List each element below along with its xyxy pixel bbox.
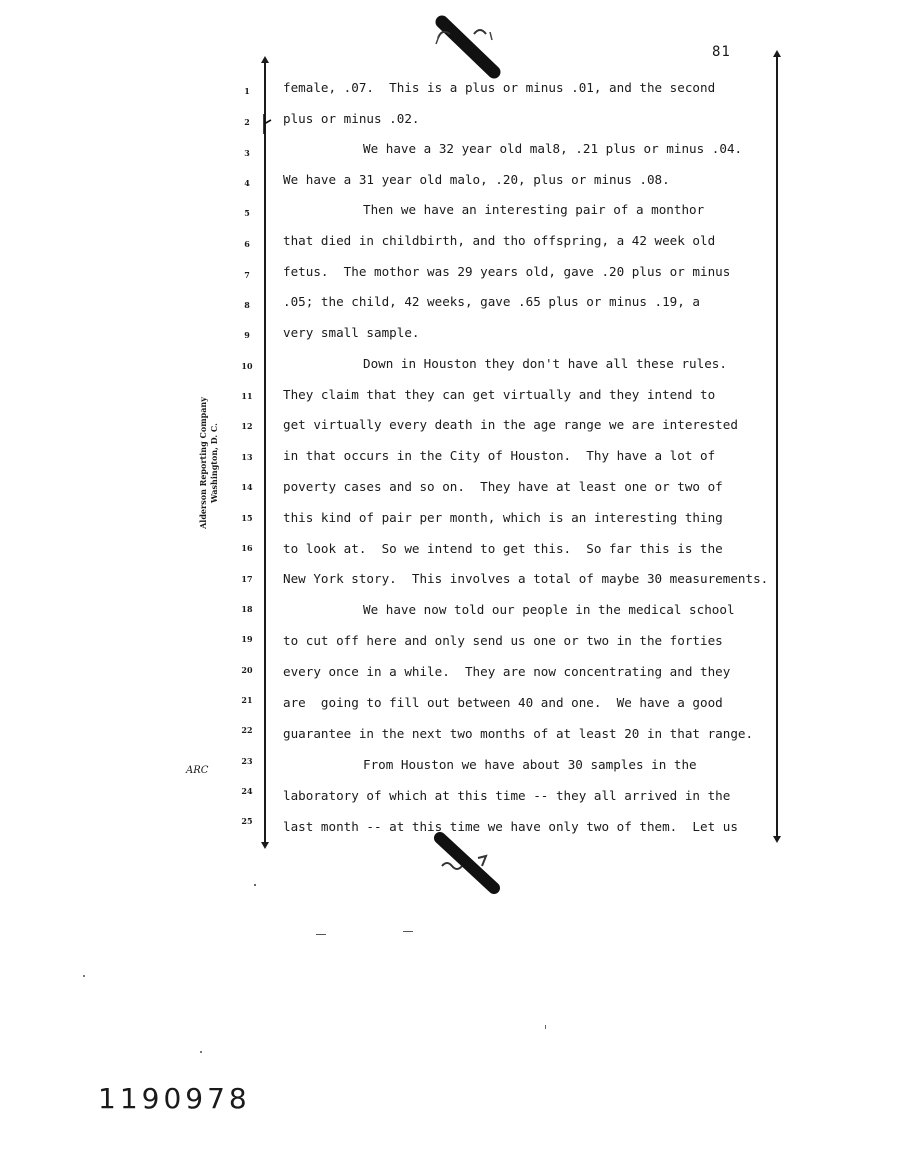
transcript-line: in that occurs in the City of Houston. Thy have a lot of (283, 448, 716, 463)
transcript-line: laboratory of which at this time -- they all arrived in the (283, 788, 731, 803)
transcript-line: fetus. The mothor was 29 years old, gave .20 plus or minus (283, 264, 731, 279)
line-number: 15 (241, 513, 253, 523)
scan-speck (316, 934, 326, 935)
transcript-line: very small sample. (283, 325, 420, 340)
scan-speck (254, 884, 256, 886)
scan-speck (200, 1051, 202, 1053)
arrow-up-icon (261, 56, 269, 63)
stamp-company-name: Alderson Reporting Company (198, 397, 208, 529)
margin-tick-mark (262, 112, 274, 136)
line-number: 13 (241, 452, 253, 462)
line-number: 20 (241, 665, 253, 675)
page-number: 81 (712, 44, 731, 60)
line-number: 6 (244, 239, 250, 249)
line-number: 19 (241, 634, 253, 644)
transcript-line: We have a 32 year old mal8, .21 plus or minus .04. (363, 141, 743, 156)
scan-speck (83, 975, 85, 977)
top-stamp-mark (430, 14, 510, 84)
line-number: 12 (241, 421, 253, 431)
reporting-company-stamp (198, 378, 220, 548)
transcript-line: New York story. This involves a total of maybe 30 measurements. (283, 571, 769, 586)
transcript-line: get virtually every death in the age range we are interested (283, 417, 738, 432)
stamp-location: Washington, D. C. (209, 423, 219, 503)
line-number: 9 (244, 330, 250, 340)
transcript-line: female, .07. This is a plus or minus .01, and the second (283, 80, 716, 95)
line-number: 7 (244, 270, 250, 280)
bottom-stamp-mark (430, 832, 510, 898)
line-number: 5 (244, 208, 250, 218)
line-number: 18 (241, 604, 253, 614)
transcript-line: are going to fill out between 40 and one. We have a good (283, 695, 723, 710)
line-number: 3 (244, 148, 250, 158)
transcript-line: We have a 31 year old malo, .20, plus or minus .08. (283, 172, 670, 187)
arrow-down-icon (773, 836, 781, 843)
line-number: 10 (241, 361, 253, 371)
line-number: 11 (241, 391, 253, 401)
transcript-line: that died in childbirth, and tho offspring, a 42 week old (283, 233, 716, 248)
transcript-line: We have now told our people in the medical school (363, 602, 735, 617)
line-number: 1 (244, 86, 250, 96)
line-number: 14 (241, 482, 253, 492)
transcript-line: this kind of pair per month, which is an interesting thing (283, 510, 723, 525)
transcript-line: every once in a while. They are now concentrating and they (283, 664, 731, 679)
line-number: 22 (241, 725, 253, 735)
arrow-up-icon (773, 50, 781, 57)
reporter-initials: ARC (186, 765, 209, 776)
line-number: 17 (241, 574, 253, 584)
scan-speck (403, 931, 413, 932)
document-id: 1190978 (98, 1082, 251, 1115)
line-number: 2 (244, 117, 250, 127)
transcript-line: poverty cases and so on. They have at least one or two of (283, 479, 723, 494)
transcript-line: They claim that they can get virtually and they intend to (283, 387, 716, 402)
line-number: 25 (241, 816, 253, 826)
transcript-line: plus or minus .02. (283, 111, 420, 126)
transcript-line: Down in Houston they don't have all these rules. (363, 356, 727, 371)
left-margin-rule (264, 62, 266, 844)
transcript-line: last month -- at this time we have only two of them. Let us (283, 819, 738, 834)
scan-speck (545, 1025, 546, 1029)
transcript-line: to look at. So we intend to get this. So far this is the (283, 541, 723, 556)
arrow-down-icon (261, 842, 269, 849)
transcript-line: guarantee in the next two months of at least 20 in that range. (283, 726, 754, 741)
transcript-line: Then we have an interesting pair of a monthor (363, 202, 705, 217)
transcript-line: to cut off here and only send us one or two in the forties (283, 633, 723, 648)
transcript-line: .05; the child, 42 weeks, gave .65 plus or minus .19, a (283, 294, 701, 309)
line-number: 8 (244, 300, 250, 310)
line-number: 16 (241, 543, 253, 553)
transcript-line: From Houston we have about 30 samples in the (363, 757, 697, 772)
line-number: 4 (244, 178, 250, 188)
line-number: 23 (241, 756, 253, 766)
line-number: 21 (241, 695, 253, 705)
line-number: 24 (241, 786, 253, 796)
